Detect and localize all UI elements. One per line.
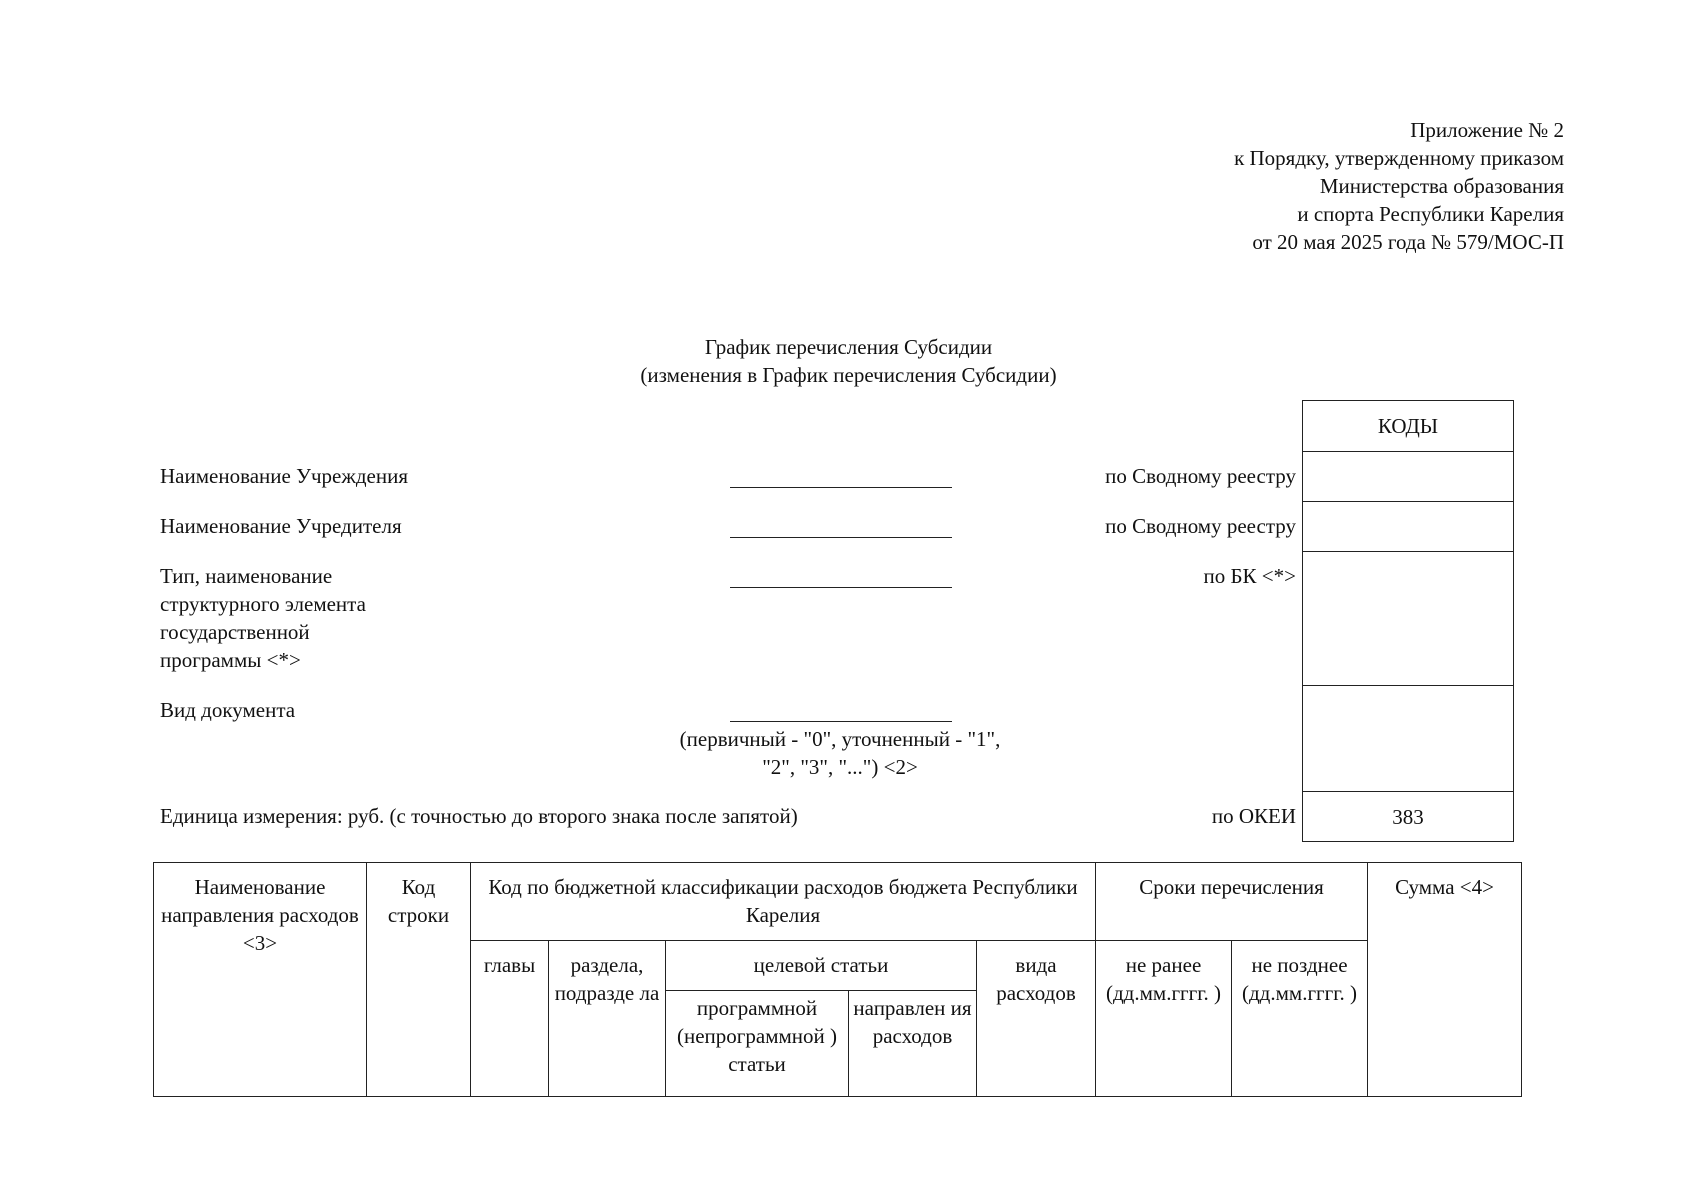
program-label-line: структурного элемента	[160, 592, 366, 616]
sub-header-not-earlier: не ранее (дд.мм.гггг. )	[1096, 941, 1232, 1097]
approval-line: Министерства образования	[1319, 174, 1564, 198]
codes-registry-institution-cell[interactable]	[1303, 451, 1513, 501]
bk-label: по БК <*>	[1203, 564, 1296, 588]
registry-label-2: по Сводному реестру	[1105, 514, 1296, 538]
unit-label: Единица измерения: руб. (с точностью до второго знака после запятой)	[160, 804, 798, 828]
title-line-2: (изменения в График перечисления Субсидии)	[640, 363, 1057, 387]
sub-header-target-article: целевой статьи	[666, 941, 977, 991]
sub-header-expense-direction: направлен ия расходов	[849, 991, 977, 1097]
sub-header-program-article: программной (непрограммной ) статьи	[666, 991, 849, 1097]
founder-label: Наименование Учредителя	[160, 514, 402, 538]
sub-header-not-later: не позднее (дд.мм.гггг. )	[1232, 941, 1368, 1097]
document-title	[0, 333, 1697, 389]
codes-box	[1302, 400, 1514, 842]
sub-header-expense-type: вида расходов	[977, 941, 1096, 1097]
approval-line: Приложение № 2	[1410, 118, 1564, 142]
okei-label: по ОКЕИ	[1211, 804, 1296, 828]
program-label-line: программы <*>	[160, 648, 301, 672]
program-input-line[interactable]	[730, 587, 952, 588]
doc-type-input-line[interactable]	[730, 721, 952, 722]
doc-type-note	[620, 725, 1060, 781]
codes-doc-type-cell[interactable]	[1303, 685, 1513, 791]
program-label	[160, 562, 366, 674]
program-label-line: государственной	[160, 620, 310, 644]
col-header-budget-classification: Код по бюджетной классификации расходов бюджета Республики Карелия	[471, 863, 1096, 941]
col-header-sum: Сумма <4>	[1368, 863, 1522, 1097]
col-header-transfer-terms: Сроки перечисления	[1096, 863, 1368, 941]
approval-line: и спорта Республики Карелия	[1297, 202, 1564, 226]
title-line-1: График перечисления Субсидии	[704, 335, 993, 359]
sub-header-chapter: главы	[471, 941, 549, 1097]
approval-line: к Порядку, утвержденному приказом	[1234, 146, 1564, 170]
codes-header: КОДЫ	[1377, 414, 1439, 438]
doc-type-label: Вид документа	[160, 698, 296, 722]
doc-type-note-line: (первичный - "0", уточненный - "1",	[679, 727, 1001, 751]
institution-label: Наименование Учреждения	[160, 464, 408, 488]
sub-header-section: раздела, подразде ла	[549, 941, 666, 1097]
institution-input-line[interactable]	[730, 487, 952, 488]
founder-input-line[interactable]	[730, 537, 952, 538]
doc-type-note-line: "2", "3", "...") <2>	[762, 755, 918, 779]
program-label-line: Тип, наименование	[160, 564, 333, 588]
codes-okei-cell: 383	[1303, 791, 1513, 841]
registry-label-1: по Сводному реестру	[1105, 464, 1296, 488]
approval-block	[964, 116, 1564, 256]
codes-bk-cell[interactable]	[1303, 551, 1513, 685]
col-header-row-code: Код строки	[367, 863, 471, 1097]
codes-registry-founder-cell[interactable]	[1303, 501, 1513, 551]
approval-line: от 20 мая 2025 года № 579/МОС-П	[1252, 230, 1564, 254]
transfer-schedule-table	[153, 862, 1522, 1097]
col-header-expense-name: Наименование направления расходов <3>	[154, 863, 367, 1097]
